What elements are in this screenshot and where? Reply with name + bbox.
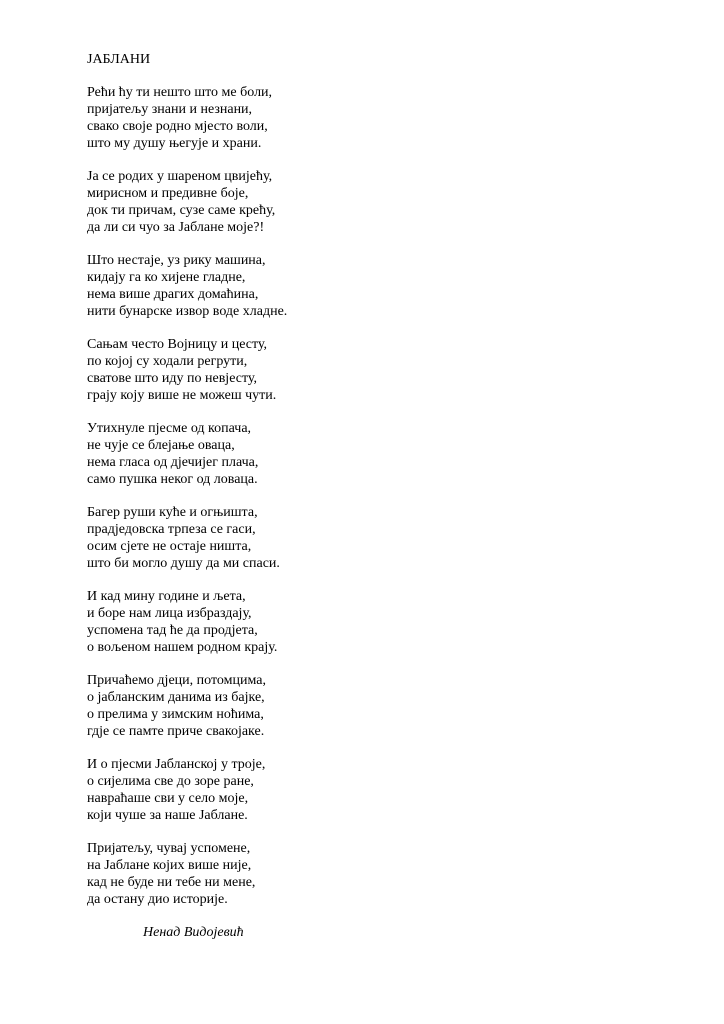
poem-page xyxy=(87,51,647,941)
poem-line: на Јаблане којих више није, xyxy=(87,858,252,873)
stanza-gap xyxy=(87,320,647,336)
poem-line: о вољеном нашем родном крају. xyxy=(87,640,278,655)
poem-line: који чуше за наше Јаблане. xyxy=(87,808,248,823)
stanza xyxy=(87,672,647,740)
poem-line: прадједовска трпеза се гаси, xyxy=(87,522,256,537)
poem-line: кидају га ко хијене гладне, xyxy=(87,270,246,285)
stanza xyxy=(87,168,647,236)
stanza-gap xyxy=(87,236,647,252)
poem-line: Багер руши куће и огњишта, xyxy=(87,505,258,520)
poem-line: И о пјесми Јабланској у троје, xyxy=(87,757,266,772)
stanza-gap xyxy=(87,824,647,840)
stanza xyxy=(87,252,647,320)
poem-line: успомена тад ће да продјета, xyxy=(87,623,258,638)
poem-line: да остану дио историје. xyxy=(87,892,228,907)
poem-line: о прелима у зимским ноћима, xyxy=(87,707,264,722)
poem-line: не чује се блејање оваца, xyxy=(87,438,235,453)
poem-line: Ја се родих у шареном цвијећу, xyxy=(87,169,273,184)
poem-line: Сањам често Војницу и цесту, xyxy=(87,337,267,352)
stanza-gap xyxy=(87,656,647,672)
poem-line: сватове што иду по невјесту, xyxy=(87,371,258,386)
stanza-gap xyxy=(87,488,647,504)
poem-line: навраћаше сви у село моје, xyxy=(87,791,249,806)
poem-line: по којој су ходали регрути, xyxy=(87,354,248,369)
stanza-gap xyxy=(87,740,647,756)
poem-line: што би могло душу да ми спаси. xyxy=(87,556,280,571)
poem-line: гдје се памте приче свакојаке. xyxy=(87,724,265,739)
poem-line: пријатељу знани и незнани, xyxy=(87,102,253,117)
stanza xyxy=(87,84,647,152)
stanza-gap xyxy=(87,908,647,924)
stanza xyxy=(87,504,647,572)
poem-line: само пушка неког од ловаца. xyxy=(87,472,258,487)
stanza xyxy=(87,420,647,488)
stanza xyxy=(87,588,647,656)
poem-line: што му душу његује и храни. xyxy=(87,136,262,151)
stanza-gap xyxy=(87,152,647,168)
poem-author: Ненад Видојевић xyxy=(143,925,244,940)
stanza-gap xyxy=(87,404,647,420)
poem-line: нема више драгих домаћина, xyxy=(87,287,259,302)
poem-line: И кад мину године и љета, xyxy=(87,589,246,604)
poem-line: нема гласа од дјечијег плача, xyxy=(87,455,259,470)
poem-line: нити бунарске извор воде хладне. xyxy=(87,304,288,319)
poem-line: кад не буде ни тебе ни мене, xyxy=(87,875,256,890)
poem-line: да ли си чуо за Јаблане моје?! xyxy=(87,220,265,235)
poem-line: и боре нам лица избраздају, xyxy=(87,606,252,621)
poem-line: свако своје родно мјесто воли, xyxy=(87,119,268,134)
poem-line: док ти причам, сузе саме крећу, xyxy=(87,203,276,218)
poem-line: осим сјете не остаје ништа, xyxy=(87,539,252,554)
poem-line: Пријатељу, чувај успомене, xyxy=(87,841,251,856)
poem-line: мирисном и предивне боје, xyxy=(87,186,249,201)
stanza xyxy=(87,840,647,908)
poem-line: Причаћемо дјеци, потомцима, xyxy=(87,673,266,688)
stanza xyxy=(87,336,647,404)
title-gap xyxy=(87,68,647,84)
poem-line: о сијелима све до зоре ране, xyxy=(87,774,254,789)
stanza xyxy=(87,756,647,824)
poem-line: граjу коју више не можеш чути. xyxy=(87,388,277,403)
poem-line: Утихнуле пјесме од копача, xyxy=(87,421,252,436)
poem-title: ЈАБЛАНИ xyxy=(87,52,151,67)
poem-line: о јабланским данима из бајке, xyxy=(87,690,265,705)
poem-body xyxy=(87,84,647,924)
poem-line: Што нестаје, уз рику машина, xyxy=(87,253,266,268)
poem-line: Рећи ћу ти нешто што ме боли, xyxy=(87,85,273,100)
stanza-gap xyxy=(87,572,647,588)
